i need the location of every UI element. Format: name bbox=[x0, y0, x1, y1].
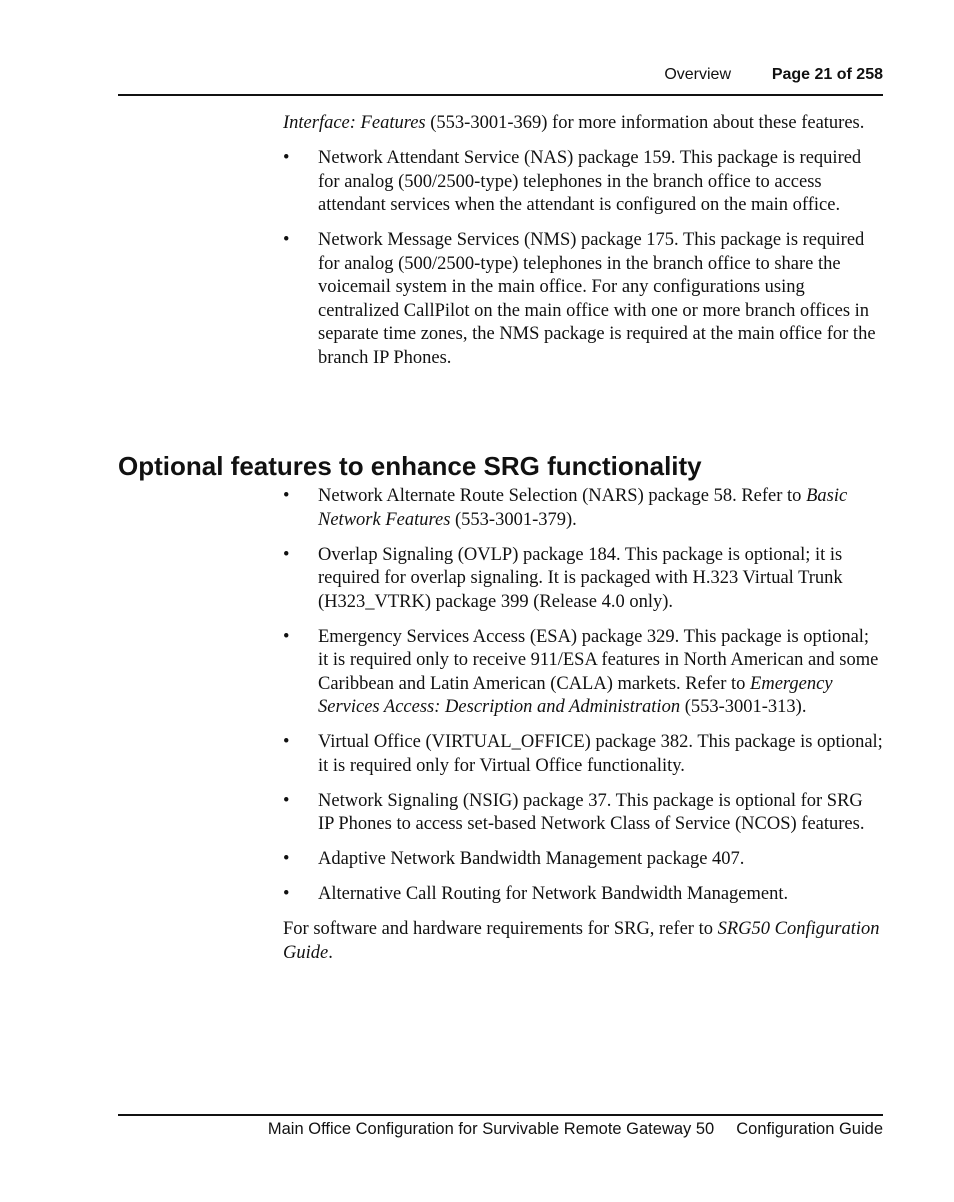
section-heading: Optional features to enhance SRG functionality bbox=[118, 451, 702, 481]
list-item-nas: • Network Attendant Service (NAS) package 159. This package is required for analog (500/2500-type) telephones in the branch office to access attendant services when the attendant is configured on the main office. bbox=[283, 147, 883, 218]
list-item-nsig: • Network Signaling (NSIG) package 37. This package is optional for SRG IP Phones to access set-based Network Class of Service (NCOS) features. bbox=[283, 790, 883, 837]
optional-features-section bbox=[283, 485, 883, 965]
package-list bbox=[283, 147, 883, 370]
esa-reference-number: (553-3001-313). bbox=[680, 697, 807, 717]
packages-section bbox=[283, 112, 883, 370]
closing-text: For software and hardware requirements for SRG, refer to bbox=[283, 919, 718, 939]
intro-reference-text: (553-3001-369) for more information about these features. bbox=[425, 113, 865, 133]
footer-document-title: Main Office Configuration for Survivable Remote Gateway 50 bbox=[267, 1120, 715, 1138]
header-section-title: Overview bbox=[664, 66, 731, 83]
optional-feature-list bbox=[283, 485, 883, 907]
nars-reference: Basic Network Features bbox=[318, 486, 848, 530]
header-page-number: Page 21 of 258 bbox=[771, 66, 883, 83]
list-item-virtual-office: • Virtual Office (VIRTUAL_OFFICE) package 382. This package is optional; it is required only for Virtual Office functionality. bbox=[283, 731, 883, 778]
page-footer bbox=[118, 1114, 883, 1139]
closing-reference: SRG50 Configuration Guide bbox=[283, 919, 880, 963]
nars-text: Network Alternate Route Selection (NARS) package 58. Refer to bbox=[318, 486, 807, 506]
footer-document-type: Configuration Guide bbox=[736, 1120, 883, 1138]
list-item-nars bbox=[283, 485, 883, 532]
intro-paragraph bbox=[283, 112, 883, 136]
closing-period: . bbox=[328, 942, 333, 963]
list-item-acr: • Alternative Call Routing for Network Bandwidth Management. bbox=[283, 883, 883, 907]
closing-paragraph bbox=[283, 918, 883, 965]
intro-reference-title: Interface: Features bbox=[283, 113, 426, 133]
list-item-anbm: • Adaptive Network Bandwidth Management package 407. bbox=[283, 848, 883, 872]
list-item-nms: • Network Message Services (NMS) package 175. This package is required for analog (500/2500-type) telephones in the branch office to share the voicemail system in the main office. For any configurations using centralized CallPilot on the main office with one or more branch offices in separate time zones, the NMS package is required at the main office for the branch IP Phones. bbox=[283, 229, 883, 370]
esa-reference: Emergency Services Access: Description and Administration bbox=[318, 673, 833, 717]
esa-text: Emergency Services Access (ESA) package 329. This package is optional; it is required only to receive 911/ESA features in North American and some Caribbean and Latin American (CALA) markets. Refer to bbox=[318, 626, 879, 694]
list-item-esa bbox=[283, 626, 883, 720]
list-item-ovlp: • Overlap Signaling (OVLP) package 184. This package is optional; it is required for overlap signaling. It is packaged with H.323 Virtual Trunk (H323_VTRK) package 399 (Release 4.0 only). bbox=[283, 544, 883, 615]
page-header bbox=[118, 62, 883, 96]
nars-reference-number: (553-3001-379). bbox=[450, 509, 577, 530]
